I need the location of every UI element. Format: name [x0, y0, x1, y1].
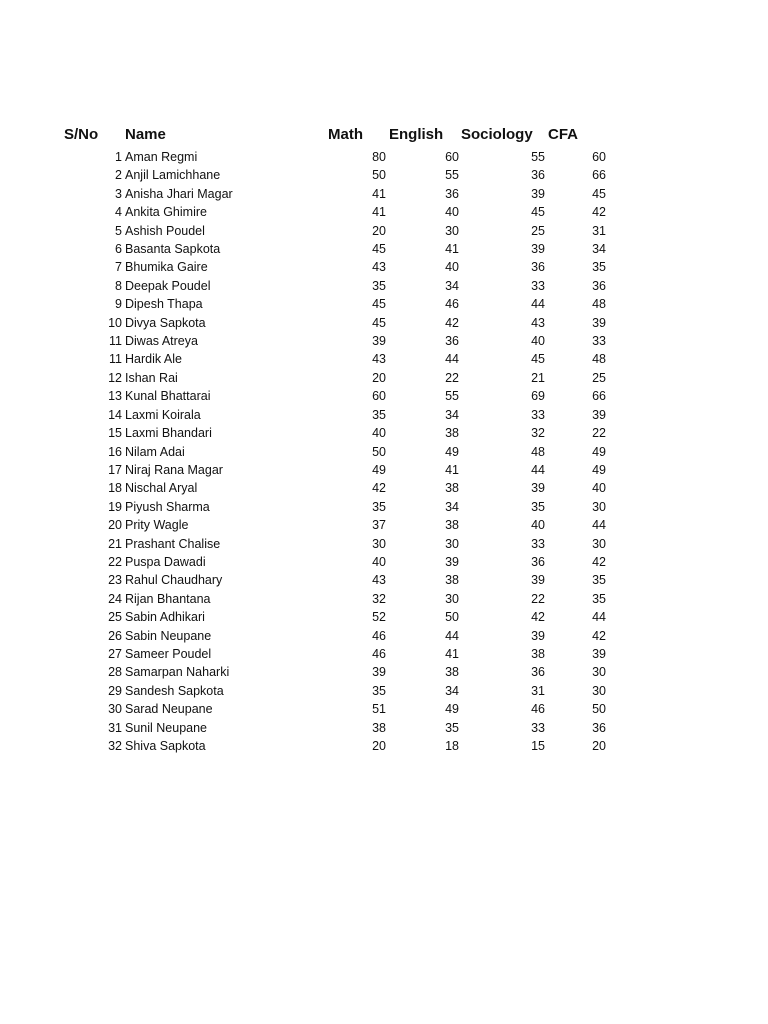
- cell-cfa: 49: [592, 444, 606, 459]
- table-row: [0, 369, 768, 387]
- table-row: [0, 553, 768, 571]
- cell-math: 35: [372, 407, 386, 422]
- cell-english: 36: [445, 186, 459, 201]
- cell-cfa: 20: [592, 739, 606, 753]
- cell-name: Kunal Bhattarai: [125, 389, 211, 404]
- cell-sno: 3: [115, 186, 122, 201]
- table-row: [0, 663, 768, 681]
- table-row: [0, 258, 768, 276]
- cell-name: Divya Sapkota: [125, 315, 206, 330]
- cell-english: 38: [445, 573, 459, 588]
- cell-sociology: 39: [531, 573, 545, 588]
- cell-name: Basanta Sapkota: [125, 242, 221, 257]
- table-row: [0, 332, 768, 350]
- cell-name: Laxmi Bhandari: [125, 426, 212, 441]
- cell-math: 39: [372, 334, 386, 349]
- cell-sociology: 46: [531, 702, 545, 717]
- cell-english: 30: [445, 591, 459, 606]
- cell-sno: 22: [108, 554, 122, 569]
- cell-cfa: 35: [592, 591, 606, 606]
- cell-name: Hardik Ale: [125, 352, 182, 367]
- cell-name: Sameer Poudel: [125, 646, 212, 661]
- cell-name: Sunil Neupane: [125, 720, 208, 735]
- table-row: [0, 461, 768, 479]
- cell-english: 34: [445, 407, 459, 422]
- cell-cfa: 44: [592, 518, 606, 533]
- cell-math: 50: [372, 444, 386, 459]
- table-row: [0, 350, 768, 368]
- cell-english: 42: [445, 315, 459, 330]
- cell-name: Piyush Sharma: [125, 499, 210, 514]
- table-body: [0, 148, 768, 755]
- cell-math: 35: [372, 278, 386, 293]
- cell-cfa: 66: [592, 168, 606, 183]
- cell-english: 34: [445, 683, 459, 698]
- cell-name: Rijan Bhantana: [125, 591, 211, 606]
- cell-name: Sabin Adhikari: [125, 610, 205, 625]
- cell-sociology: 40: [531, 334, 545, 349]
- cell-english: 38: [445, 518, 459, 533]
- header-name: Name: [125, 126, 166, 143]
- cell-sociology: 69: [531, 389, 545, 404]
- cell-sno: 32: [108, 739, 122, 753]
- cell-name: Rahul Chaudhary: [125, 573, 223, 588]
- cell-english: 44: [445, 352, 459, 367]
- cell-cfa: 42: [592, 628, 606, 643]
- cell-cfa: 35: [592, 260, 606, 275]
- cell-sociology: 55: [531, 150, 545, 164]
- cell-math: 80: [372, 150, 386, 164]
- table-row: [0, 627, 768, 645]
- cell-name: Bhumika Gaire: [125, 260, 208, 275]
- cell-sociology: 35: [531, 499, 545, 514]
- cell-name: Ashish Poudel: [125, 223, 205, 238]
- cell-english: 46: [445, 297, 459, 312]
- cell-sno: 2: [115, 168, 122, 183]
- cell-math: 49: [372, 462, 386, 477]
- header-sociology: Sociology: [461, 126, 533, 143]
- cell-math: 20: [372, 739, 386, 753]
- header-english: English: [389, 126, 444, 143]
- cell-name: Sabin Neupane: [125, 628, 212, 643]
- cell-sociology: 39: [531, 628, 545, 643]
- table-row: [0, 590, 768, 608]
- cell-english: 35: [445, 720, 459, 735]
- cell-sociology: 45: [531, 352, 545, 367]
- cell-math: 20: [372, 370, 386, 385]
- cell-sociology: 36: [531, 554, 545, 569]
- cell-math: 43: [372, 260, 386, 275]
- table-header-row: [0, 126, 768, 146]
- cell-english: 38: [445, 481, 459, 496]
- cell-sno: 27: [108, 646, 122, 661]
- cell-math: 40: [372, 426, 386, 441]
- cell-math: 46: [372, 628, 386, 643]
- cell-cfa: 39: [592, 646, 606, 661]
- cell-sno: 9: [115, 297, 122, 312]
- cell-sociology: 21: [531, 370, 545, 385]
- cell-name: Sarad Neupane: [125, 702, 213, 717]
- table-row: [0, 645, 768, 663]
- cell-sociology: 42: [531, 610, 545, 625]
- cell-cfa: 36: [592, 720, 606, 735]
- cell-math: 52: [372, 610, 386, 625]
- cell-cfa: 48: [592, 352, 606, 367]
- cell-sociology: 33: [531, 720, 545, 735]
- table-row: [0, 406, 768, 424]
- cell-english: 60: [445, 150, 459, 164]
- cell-sno: 5: [115, 223, 122, 238]
- table-row: [0, 682, 768, 700]
- cell-math: 38: [372, 720, 386, 735]
- cell-sociology: 44: [531, 297, 545, 312]
- cell-math: 60: [372, 389, 386, 404]
- cell-cfa: 42: [592, 205, 606, 220]
- cell-math: 45: [372, 315, 386, 330]
- cell-cfa: 36: [592, 278, 606, 293]
- cell-math: 30: [372, 536, 386, 551]
- cell-english: 49: [445, 444, 459, 459]
- cell-sno: 11: [109, 352, 122, 367]
- cell-cfa: 60: [592, 150, 606, 164]
- cell-cfa: 31: [592, 223, 606, 238]
- cell-sociology: 43: [531, 315, 545, 330]
- cell-cfa: 39: [592, 315, 606, 330]
- cell-cfa: 44: [592, 610, 606, 625]
- cell-cfa: 22: [592, 426, 606, 441]
- table-row: [0, 166, 768, 184]
- cell-name: Dipesh Thapa: [125, 297, 203, 312]
- cell-sociology: 36: [531, 260, 545, 275]
- cell-math: 41: [372, 186, 386, 201]
- cell-english: 39: [445, 554, 459, 569]
- cell-english: 34: [445, 278, 459, 293]
- header-cfa: CFA: [548, 126, 578, 143]
- table-row: [0, 222, 768, 240]
- table-row: [0, 516, 768, 534]
- cell-math: 45: [372, 297, 386, 312]
- cell-sno: 24: [108, 591, 122, 606]
- cell-sociology: 39: [531, 242, 545, 257]
- table-row: [0, 424, 768, 442]
- cell-sno: 18: [108, 481, 122, 496]
- cell-cfa: 35: [592, 573, 606, 588]
- table-row: [0, 185, 768, 203]
- cell-name: Laxmi Koirala: [125, 407, 201, 422]
- cell-name: Anjil Lamichhane: [125, 168, 221, 183]
- cell-sociology: 44: [531, 462, 545, 477]
- table-row: [0, 148, 768, 166]
- cell-english: 38: [445, 426, 459, 441]
- cell-name: Sandesh Sapkota: [125, 683, 224, 698]
- table-row: [0, 277, 768, 295]
- cell-math: 43: [372, 573, 386, 588]
- cell-english: 38: [445, 665, 459, 680]
- cell-name: Anisha Jhari Magar: [125, 186, 233, 201]
- cell-sociology: 33: [531, 278, 545, 293]
- cell-sno: 19: [108, 499, 122, 514]
- cell-cfa: 48: [592, 297, 606, 312]
- cell-cfa: 34: [592, 242, 606, 257]
- cell-name: Shiva Sapkota: [125, 739, 206, 753]
- cell-math: 42: [372, 481, 386, 496]
- cell-sociology: 36: [531, 168, 545, 183]
- cell-math: 39: [372, 665, 386, 680]
- cell-cfa: 30: [592, 499, 606, 514]
- cell-cfa: 45: [592, 186, 606, 201]
- cell-sno: 12: [108, 370, 122, 385]
- cell-english: 36: [445, 334, 459, 349]
- cell-sno: 31: [108, 720, 122, 735]
- cell-sociology: 33: [531, 407, 545, 422]
- cell-sno: 15: [108, 426, 122, 441]
- cell-math: 41: [372, 205, 386, 220]
- cell-english: 40: [445, 260, 459, 275]
- cell-sociology: 45: [531, 205, 545, 220]
- cell-sno: 21: [108, 536, 122, 551]
- cell-sociology: 40: [531, 518, 545, 533]
- cell-name: Nilam Adai: [125, 444, 185, 459]
- cell-sno: 26: [108, 628, 122, 643]
- cell-english: 22: [445, 370, 459, 385]
- cell-sno: 8: [115, 278, 122, 293]
- cell-english: 44: [445, 628, 459, 643]
- cell-name: Samarpan Naharki: [125, 665, 230, 680]
- table-row: [0, 387, 768, 405]
- cell-name: Ishan Rai: [125, 370, 178, 385]
- cell-english: 55: [445, 389, 459, 404]
- cell-english: 18: [445, 739, 459, 753]
- cell-sociology: 36: [531, 665, 545, 680]
- cell-name: Prashant Chalise: [125, 536, 221, 551]
- cell-sno: 25: [108, 610, 122, 625]
- cell-sno: 10: [108, 315, 122, 330]
- cell-math: 51: [372, 702, 386, 717]
- cell-sno: 13: [108, 389, 122, 404]
- table-row: [0, 479, 768, 497]
- cell-sociology: 39: [531, 186, 545, 201]
- cell-math: 20: [372, 223, 386, 238]
- cell-sno: 6: [115, 242, 122, 257]
- cell-sociology: 22: [531, 591, 545, 606]
- cell-cfa: 30: [592, 665, 606, 680]
- cell-english: 55: [445, 168, 459, 183]
- table-row: [0, 535, 768, 553]
- cell-sociology: 25: [531, 223, 545, 238]
- cell-cfa: 40: [592, 481, 606, 496]
- cell-cfa: 39: [592, 407, 606, 422]
- table-row: [0, 314, 768, 332]
- table-row: [0, 240, 768, 258]
- cell-name: Nischal Aryal: [125, 481, 198, 496]
- table-row: [0, 571, 768, 589]
- table-row: [0, 700, 768, 718]
- cell-name: Puspa Dawadi: [125, 554, 206, 569]
- cell-math: 46: [372, 646, 386, 661]
- cell-sno: 16: [108, 444, 122, 459]
- cell-math: 35: [372, 499, 386, 514]
- cell-sno: 14: [108, 407, 122, 422]
- cell-sociology: 32: [531, 426, 545, 441]
- cell-cfa: 49: [592, 462, 606, 477]
- cell-sno: 7: [115, 260, 122, 275]
- cell-sociology: 48: [531, 444, 545, 459]
- cell-math: 45: [372, 242, 386, 257]
- cell-math: 37: [372, 518, 386, 533]
- cell-sno: 28: [108, 665, 122, 680]
- cell-name: Niraj Rana Magar: [125, 462, 223, 477]
- cell-sociology: 38: [531, 646, 545, 661]
- cell-sno: 4: [115, 205, 122, 220]
- cell-name: Ankita Ghimire: [125, 205, 207, 220]
- table-row: [0, 295, 768, 313]
- cell-english: 41: [445, 462, 459, 477]
- cell-sno: 1: [115, 150, 122, 164]
- table-row: [0, 608, 768, 626]
- cell-name: Aman Regmi: [125, 150, 198, 164]
- cell-sociology: 33: [531, 536, 545, 551]
- cell-english: 49: [445, 702, 459, 717]
- cell-sno: 29: [108, 683, 122, 698]
- cell-english: 40: [445, 205, 459, 220]
- cell-cfa: 30: [592, 536, 606, 551]
- cell-sociology: 39: [531, 481, 545, 496]
- cell-math: 50: [372, 168, 386, 183]
- cell-cfa: 42: [592, 554, 606, 569]
- cell-name: Diwas Atreya: [125, 334, 198, 349]
- cell-sociology: 31: [531, 683, 545, 698]
- cell-math: 35: [372, 683, 386, 698]
- cell-english: 30: [445, 223, 459, 238]
- cell-sno: 20: [108, 518, 122, 533]
- table-row: [0, 498, 768, 516]
- cell-english: 30: [445, 536, 459, 551]
- cell-cfa: 66: [592, 389, 606, 404]
- cell-sno: 30: [108, 702, 122, 717]
- cell-sno: 11: [109, 334, 122, 349]
- table-row: [0, 719, 768, 737]
- cell-english: 41: [445, 242, 459, 257]
- cell-english: 50: [445, 610, 459, 625]
- cell-sno: 17: [108, 462, 122, 477]
- cell-math: 43: [372, 352, 386, 367]
- cell-cfa: 33: [592, 334, 606, 349]
- cell-math: 32: [372, 591, 386, 606]
- table-row: [0, 737, 768, 755]
- cell-english: 34: [445, 499, 459, 514]
- cell-cfa: 25: [592, 370, 606, 385]
- table-row: [0, 443, 768, 461]
- cell-cfa: 50: [592, 702, 606, 717]
- header-math: Math: [328, 126, 363, 143]
- table-row: [0, 203, 768, 221]
- cell-name: Prity Wagle: [125, 518, 189, 533]
- cell-cfa: 30: [592, 683, 606, 698]
- cell-math: 40: [372, 554, 386, 569]
- cell-sociology: 15: [531, 739, 545, 753]
- cell-name: Deepak Poudel: [125, 278, 211, 293]
- cell-sno: 23: [108, 573, 122, 588]
- header-sno: S/No: [64, 126, 99, 143]
- cell-english: 41: [445, 646, 459, 661]
